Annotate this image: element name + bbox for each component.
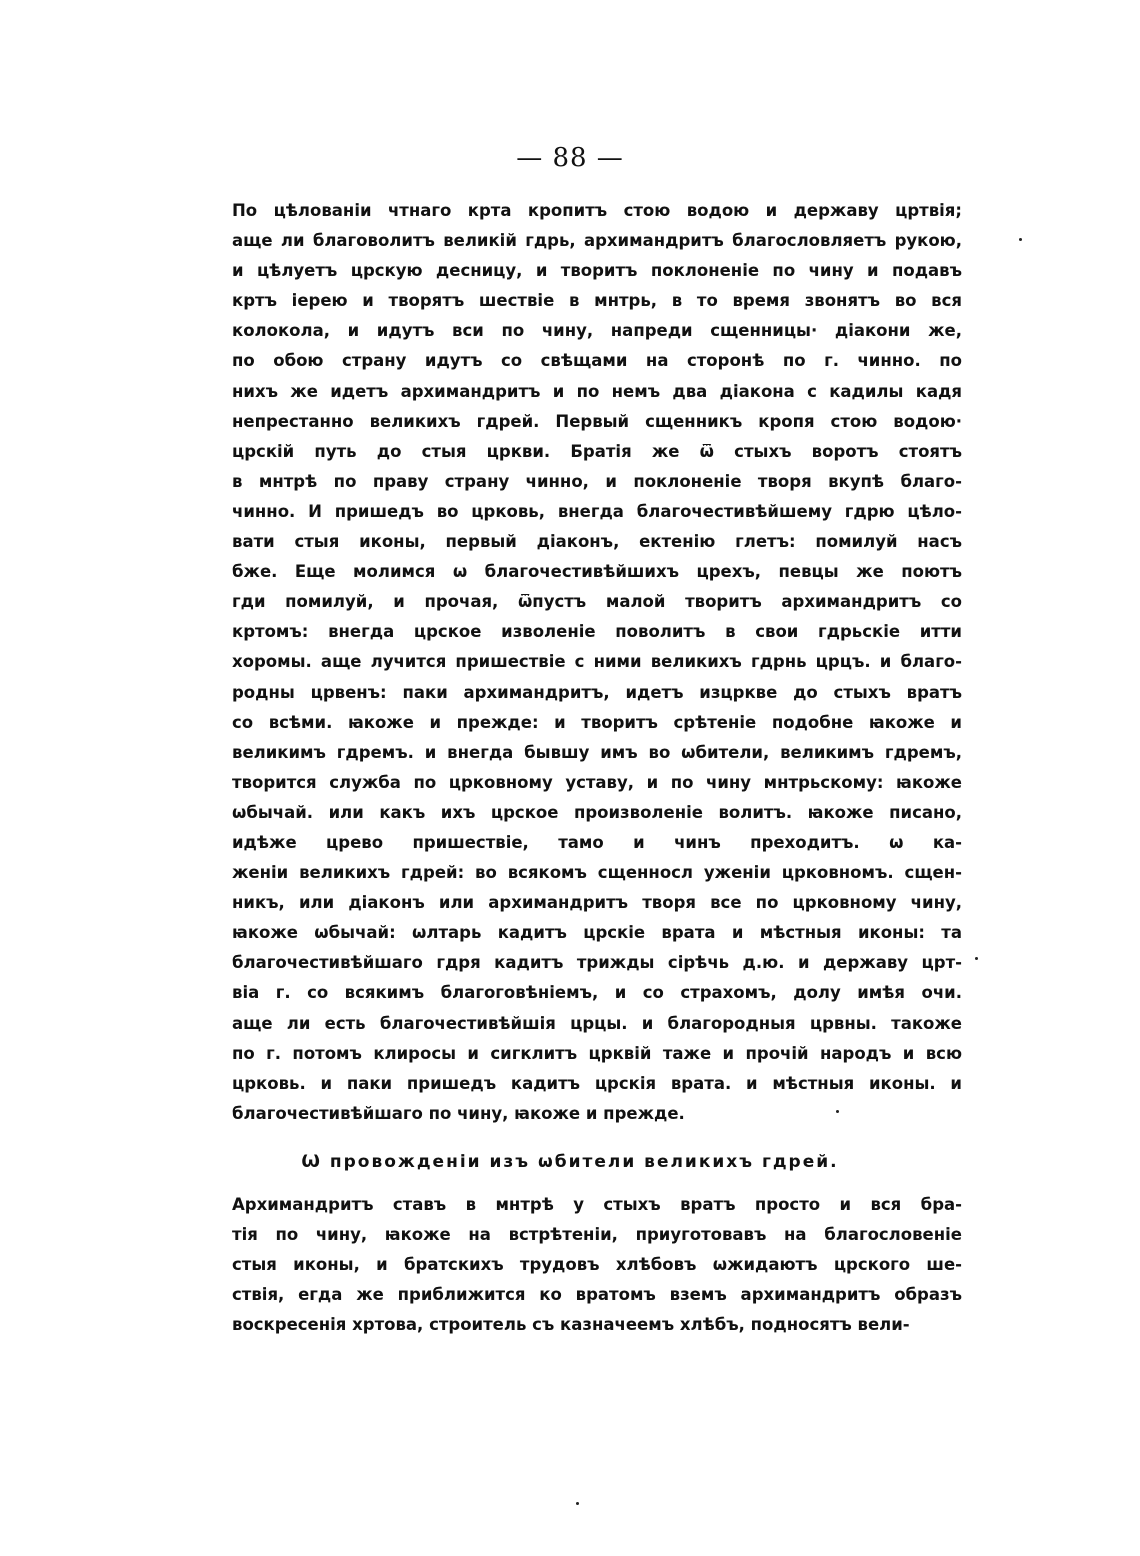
text-line: кртомъ: внегда црское изволеніе поволитъ в свои гдрьскіе итти	[232, 622, 962, 642]
text-line: женіи великихъ гдрей: во всякомъ сщенносл уженіи црковномъ. сщен-	[232, 863, 962, 883]
text-line: со всѣми. ꙗкоже и прежде: и творитъ срѣтеніе подобне ꙗкоже и	[232, 712, 962, 732]
text-line: идѣже цревo пришествіе, тамо и чинъ преходитъ. ѡ ка-	[232, 832, 962, 852]
text-line: хоромы. аще лучится пришествіе с ними великихъ гдрнь црцъ. и благо-	[232, 652, 962, 672]
text-line: творится служба по црковному уставу, и по чину мнтрьскому: ꙗкоже	[232, 772, 962, 792]
text-line: вати стыя иконы, первый діаконъ, ектенію глетъ: помилуй насъ	[232, 532, 962, 552]
text-line: и цѣлуетъ црскую десницу, и творитъ поклоненіе по чину и подавъ	[232, 261, 962, 281]
print-speck	[1019, 238, 1022, 241]
text-line: црскій путь до стыя цркви. Братія же ѿ стыхъ воротъ стоятъ	[232, 441, 962, 461]
text-line: црковь. и паки пришедъ кадитъ црскія врата. и мѣстныя иконы. и	[232, 1073, 962, 1093]
text-line: родны црвенъ: паки архимандритъ, идетъ изцркве до стыхъ вратъ	[232, 682, 962, 702]
text-line: великимъ гдремъ. и внегда бывшу имъ во ѡбители, великимъ гдремъ,	[232, 742, 962, 762]
text-line: колокола, и идутъ вси по чину, напреди сщенницы· діакони же,	[232, 321, 962, 341]
text-line: Архимандритъ ставъ в мнтрѣ у стыхъ вратъ просто и вся бра-	[232, 1195, 962, 1214]
text-line: благочестивѣйшаго по чину, ꙗкоже и прежде.	[232, 1103, 685, 1123]
text-line: ствія, егда же приближится ко вратомъ вземъ архимандритъ образъ	[232, 1285, 962, 1305]
text-line: аще ли есть благочестивѣйшія црцы. и благородныя црвны. такоже	[232, 1013, 962, 1033]
text-line: чинно. И пришедъ во црковь, внегда благочестивѣйшему гдрю цѣло-	[232, 501, 962, 521]
text-line: в мнтрѣ по праву страну чинно, и поклоненіе творя вкупѣ благо-	[232, 471, 962, 491]
print-speck	[576, 1502, 579, 1505]
text-line: никъ, или діаконъ или архимандритъ творя все по црковному чину,	[232, 893, 962, 913]
text-line: гди помилуй, и прочая, ѿпустъ малой творитъ архимандритъ со	[232, 592, 962, 612]
text-line: по обою страну идутъ со свѣщами на сторонѣ по г. чинно. по	[232, 351, 962, 371]
print-speck	[836, 1110, 839, 1113]
text-line: стыя иконы, и братскихъ трудовъ хлѣбовъ ѡжидаютъ црского ше-	[232, 1255, 962, 1275]
text-line: благочестивѣйшаго гдря кадитъ трижды сірѣчь д.ю. и державу црт-	[232, 953, 962, 973]
text-line: аще ли благоволитъ великій гдрь, архимандритъ благословляетъ рукою,	[232, 231, 962, 251]
text-line: непрестанно великихъ гдрей. Первый сщенникъ кропя стою водою·	[232, 411, 962, 431]
section-heading: Ѡ провожденіи изъ ѡбители великихъ гдрей.	[301, 1152, 839, 1172]
paragraph-section	[232, 1190, 962, 1340]
text-line: По цѣлованіи чтнаго крта кропитъ стою водою и державу цртвія;	[232, 201, 962, 220]
print-speck	[975, 957, 978, 960]
text-line: по г. потомъ клиросы и сигклитъ црквій таже и прочій народъ и всю	[232, 1043, 962, 1063]
text-line: віа г. со всякимъ благоговѣніемъ, и со страхомъ, долу имѣя очи.	[232, 983, 962, 1003]
paragraph-main	[232, 196, 962, 1129]
text-line: ѡбычай. или какъ ихъ црское произволеніе волитъ. ꙗкоже писано,	[232, 802, 962, 822]
text-line: воскресенія хртова, строитель съ казначеемъ хлѣбъ, подносятъ вели-	[232, 1315, 910, 1335]
text-line: нихъ же идетъ архимандритъ и по немъ два діакона с кадилы кадя	[232, 381, 962, 401]
text-line: ꙗкоже ѡбычай: ѡлтарь кадитъ црскіе врата и мѣстныя иконы: та	[232, 923, 962, 943]
text-line: бже. Еще молимся ѡ благочестивѣйшихъ црехъ, певцы же поютъ	[232, 562, 962, 582]
text-line: кртъ іерею и творятъ шествіе в мнтрь, в то время звонятъ во вся	[232, 291, 962, 311]
page-number: — 88 —	[516, 143, 624, 173]
text-line: тія по чину, ꙗкоже на встрѣтеніи, приуготовавъ на благословеніе	[232, 1225, 962, 1245]
